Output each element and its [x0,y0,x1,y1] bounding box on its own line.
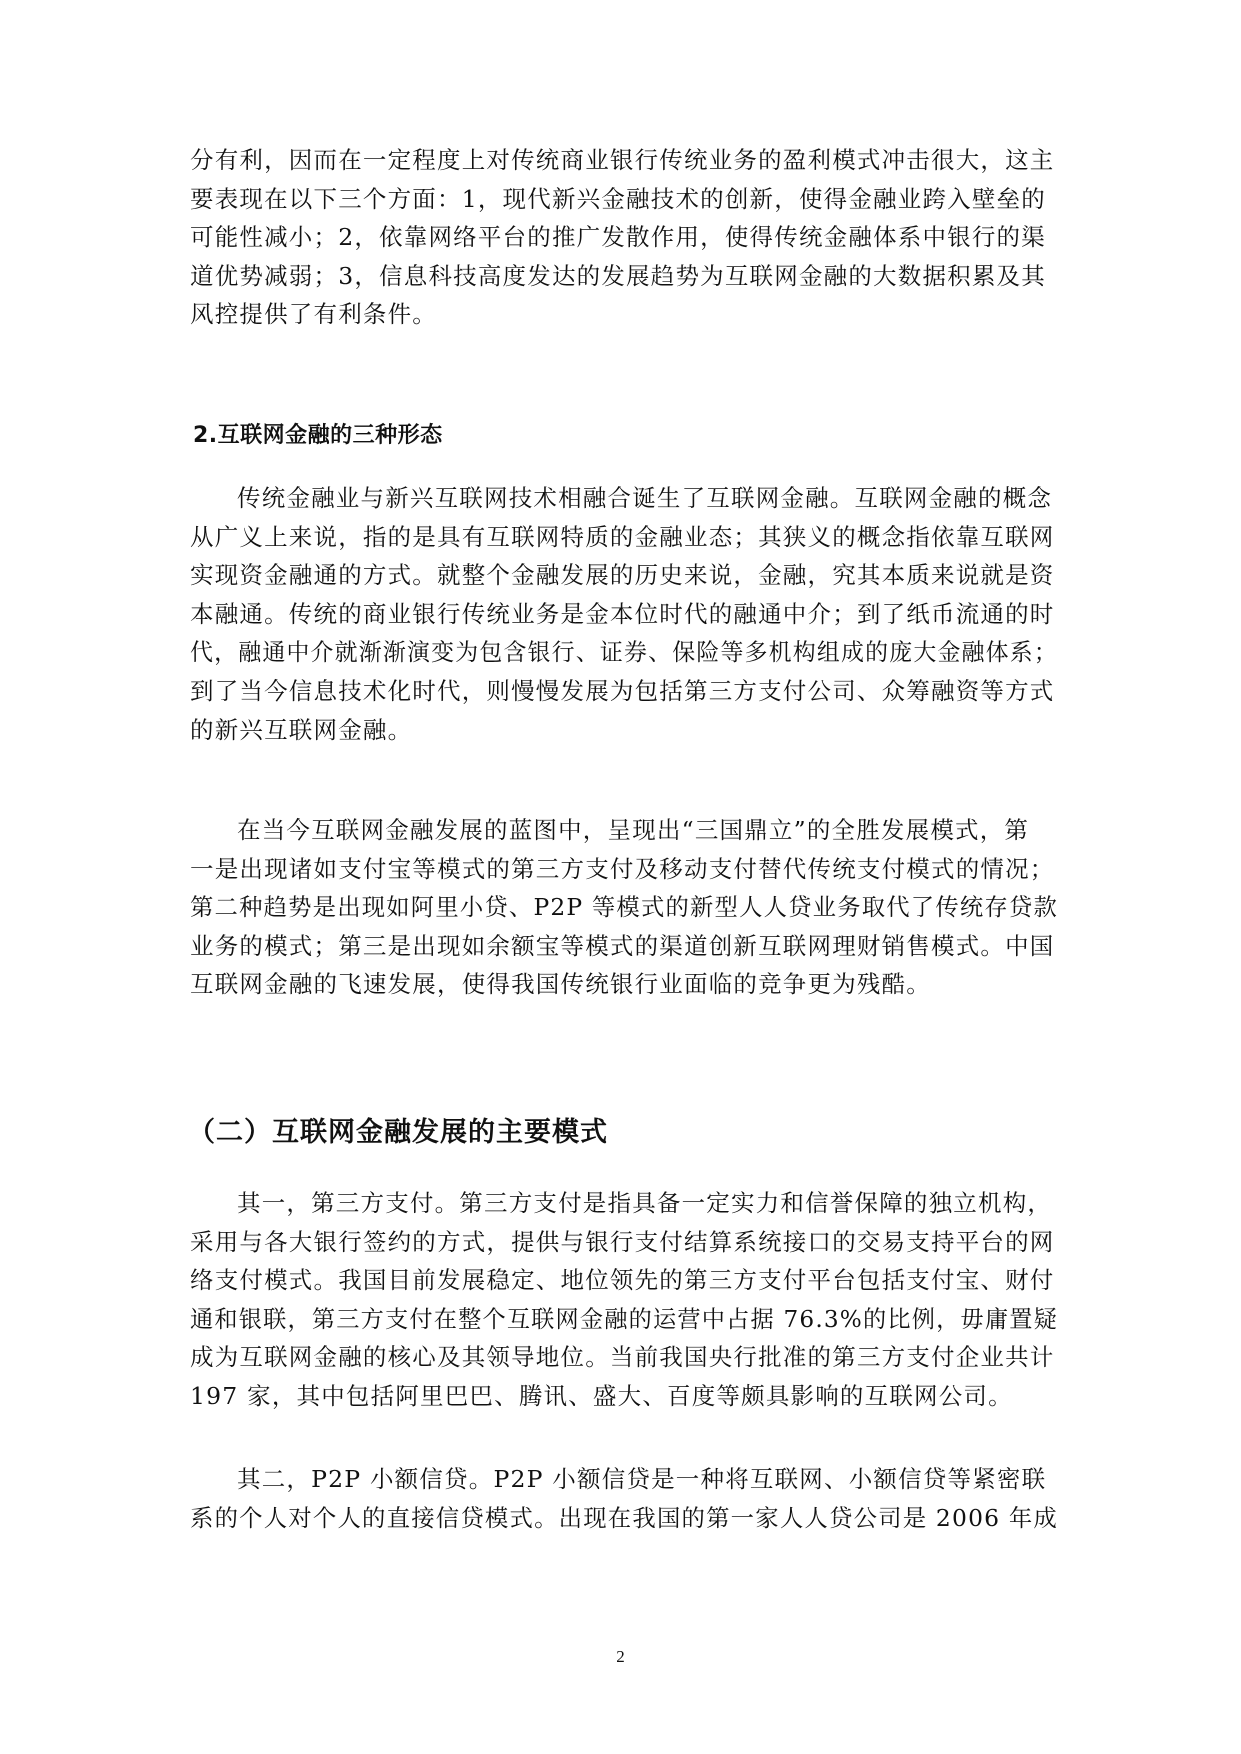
text-line: 互联网金融的飞速发展，使得我国传统银行业面临的竞争更为残酷。 [190,970,931,999]
text-line: 到了当今信息技术化时代，则慢慢发展为包括第三方支付公司、众筹融资等方式 [190,676,1055,705]
text-line: 从广义上来说，指的是具有互联网特质的金融业态；其狭义的概念指依靠互联网 [190,522,1055,551]
text-line: 道优势减弱；3，信息科技高度发达的发展趋势为互联网金融的大数据积累及其 [190,261,1046,290]
text-line: 络支付模式。我国目前发展稳定、地位领先的第三方支付平台包括支付宝、财付 [190,1266,1055,1295]
text-line: 通和银联，第三方支付在整个互联网金融的运营中占据 76.3%的比例，毋庸置疑 [190,1304,1058,1333]
text-line: 业务的模式；第三是出现如余额宝等模式的渠道创新互联网理财销售模式。中国 [190,931,1055,960]
text-line: 一是出现诸如支付宝等模式的第三方支付及移动支付替代传统支付模式的情况； [190,854,1055,883]
text-line: 其二，P2P 小额信贷。P2P 小额信贷是一种将互联网、小额信贷等紧密联 [237,1465,1047,1493]
text-line: 采用与各大银行签约的方式，提供与银行支付结算系统接口的交易支持平台的网 [190,1227,1055,1256]
text-line: 成为互联网金融的核心及其领导地位。当前我国央行批准的第三方支付企业共计 [190,1343,1055,1372]
text-line: 第二种趋势是出现如阿里小贷、P2P 等模式的新型人人贷业务取代了传统存贷款 [190,893,1058,922]
paragraph-3 [190,811,1058,1004]
paragraph-1 [190,141,1058,334]
chapter-heading: （二）互联网金融发展的主要模式 [188,1117,608,1148]
paragraph-2 [190,479,1058,749]
text-line: 在当今互联网金融发展的蓝图中，呈现出“三国鼎立”的全胜发展模式，第 [237,816,1030,844]
text-line: 风控提供了有利条件。 [190,300,437,329]
page-number: 2 [616,1647,625,1666]
text-line: 分有利，因而在一定程度上对传统商业银行传统业务的盈利模式冲击很大，这主 [190,146,1055,174]
paragraph-5 [190,1460,1058,1537]
text-line: 可能性减小；2，依靠网络平台的推广发散作用，使得传统金融体系中银行的渠 [190,223,1046,252]
text-line: 代，融通中介就渐渐演变为包含银行、证券、保险等多机构组成的庞大金融体系； [190,638,1058,667]
section-heading: 2.互联网金融的三种形态 [193,423,443,448]
text-line: 系的个人对个人的直接信贷模式。出现在我国的第一家人人贷公司是 2006 年成 [190,1503,1058,1532]
text-line: 实现资金融通的方式。就整个金融发展的历史来说，金融，究其本质来说就是资 [190,561,1055,590]
text-line: 197 家，其中包括阿里巴巴、腾讯、盛大、百度等颇具影响的互联网公司。 [190,1381,1013,1410]
text-line: 其一，第三方支付。第三方支付是指具备一定实力和信誉保障的独立机构， [237,1189,1053,1217]
text-line: 传统金融业与新兴互联网技术相融合诞生了互联网金融。互联网金融的概念 [237,484,1053,512]
text-line: 的新兴互联网金融。 [190,715,413,744]
paragraph-4 [190,1184,1058,1416]
text-line: 本融通。传统的商业银行传统业务是金本位时代的融通中介；到了纸币流通的时 [190,599,1055,628]
text-line: 要表现在以下三个方面：1，现代新兴金融技术的创新，使得金融业跨入壁垒的 [190,184,1046,213]
